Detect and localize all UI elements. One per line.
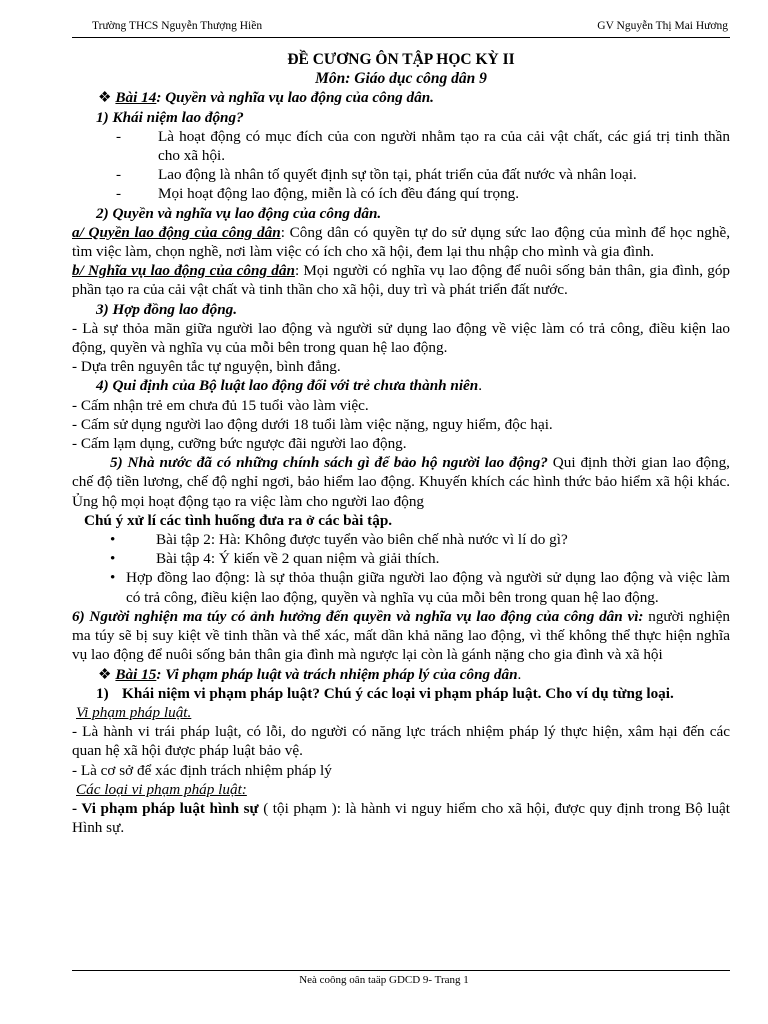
list-item: - Lao động là nhân tố quyết định sự tồn tại, phát triển của đất nước và nhân loại. <box>116 166 637 184</box>
note-heading: Chú ý xử lí các tình huống đưa ra ở các bài tập. <box>84 511 393 529</box>
document-subtitle: Môn: Giáo dục công dân 9 <box>315 70 487 88</box>
violation-types-heading: Các loại vi phạm pháp luật: <box>76 780 247 798</box>
lesson-14-title: : Quyền và nghĩa vụ lao động của công dân. <box>156 89 434 107</box>
diamond-bullet-icon: ❖ <box>98 665 112 683</box>
teacher-name: GV Nguyễn Thị Mai Hương <box>597 20 728 32</box>
section-1-heading: 1) Khái niệm lao động? <box>96 108 244 126</box>
document-body <box>72 50 730 837</box>
violation-heading: Vi phạm pháp luật. <box>76 703 192 721</box>
lesson-15-heading: ❖ Bài 15: Vi phạm pháp luật và trách nhiệm pháp lý của công dân. <box>98 665 522 683</box>
bullet-icon: • <box>110 531 116 549</box>
list-item: - Là sự thỏa mãn giữa người lao động và người sử dụng lao động về việc làm có trả công, điều kiện lao động, quyền và nghĩa vụ của mỗi bên trong quan hệ lao động. <box>72 319 730 357</box>
list-item: - Cấm nhận trẻ em chưa đủ 15 tuổi vào làm việc. <box>72 396 369 414</box>
diamond-bullet-icon: ❖ <box>98 89 112 107</box>
list-item: • Hợp đồng lao động: là sự thỏa thuận giữa người lao động và người sử dụng lao động và việc làm có trả công, điều kiện lao động, quyền và nghĩa vụ của mỗi bên trong quan hệ lao động. <box>106 568 730 606</box>
section-6-paragraph: 6) Người nghiện ma túy có ảnh hưởng đến quyền và nghĩa vụ lao động của công dân vì: người nghiện ma túy sẽ bị suy kiệt về tinh thần và thể xác, mất dần khả năng lao động, vì thế không thể thực hiện nghĩa vụ lao động để nuôi sống bản thân gia đình mà ngược lại còn là gánh nặng cho gia đình và xã hội <box>72 607 730 664</box>
section-5-paragraph: 5) Nhà nước đã có những chính sách gì để bảo hộ người lao động? Qui định thời gian lao động, chế độ tiền lương, chế độ nghỉ ngơi, bảo hiểm lao động. Khuyến khích các hình thức bảo hiểm xã hội khác. Ủng hộ mọi hoạt động tạo ra việc làm cho người lao động <box>72 454 730 510</box>
list-item: - Là hành vi trái pháp luật, có lỗi, do người có năng lực trách nhiệm pháp lý thực hiện, xâm hại đến các quan hệ xã hội được pháp luật bảo vệ. <box>72 723 730 760</box>
list-item: - Mọi hoạt động lao động, miễn là có ích đều đáng quí trọng. <box>116 185 520 203</box>
list-item: - Cấm sử dụng người lao động dưới 18 tuổi làm việc nặng, nguy hiểm, độc hại. <box>72 415 553 433</box>
list-item: • Bài tập 4: Ý kiến về 2 quan niệm và giải thích. <box>106 549 730 568</box>
criminal-violation-paragraph: - Vi phạm pháp luật hình sự ( tội phạm ): là hành vi nguy hiểm cho xã hội, được quy định trong Bộ luật Hình sự. <box>72 799 730 837</box>
list-item: • Bài tập 2: Hà: Không được tuyển vào biên chế nhà nước vì lí do gì? <box>106 530 730 549</box>
lesson-14-heading <box>72 88 730 107</box>
footer-divider <box>72 970 730 971</box>
list-item: - Dựa trên nguyên tắc tự nguyện, bình đẳng. <box>72 358 341 376</box>
lesson-14-label: Bài 14 <box>115 89 157 107</box>
section-3-heading: 3) Hợp đồng lao động. <box>96 300 238 318</box>
section-2-heading: 2) Quyền và nghĩa vụ lao động của công dân. <box>96 204 382 222</box>
list-item: - Là hoạt động có mục đích của con người nhằm tạo ra của cải vật chất, các giá trị tinh thần cho xã hội. <box>116 127 730 165</box>
section-4-heading: 4) Qui định của Bộ luật lao động đối với trẻ chưa thành niên. <box>96 377 483 395</box>
page-footer: Neà coông oân taäp GDCD 9- Trang 1 <box>299 974 469 986</box>
lesson-15-title: : Vi phạm pháp luật và trách nhiệm pháp lý của công dân <box>156 665 518 683</box>
lesson-15-label: Bài 15 <box>115 665 157 683</box>
bullet-icon: • <box>110 550 116 568</box>
labor-rights-paragraph: a/ Quyền lao động của công dân: Công dân có quyền tự do sử dụng sức lao động của mình để học nghề, tìm việc làm, chọn nghề, nơi làm việc có ích cho xã hội, đem lại thu nhập cho mình và gia đình. <box>72 223 730 261</box>
school-name: Trường THCS Nguyễn Thượng Hiền <box>92 20 263 32</box>
bullet-icon: • <box>110 569 116 587</box>
lesson-15-question: 1) Khái niệm vi phạm pháp luật? Chú ý các loại vi phạm pháp luật. Cho ví dụ từng loại. <box>96 684 674 702</box>
document-title: ĐỀ CƯƠNG ÔN TẬP HỌC KỲ II <box>287 51 515 68</box>
list-item: - Cấm lạm dụng, cưỡng bức ngược đãi người lao động. <box>72 435 407 453</box>
page-header <box>72 17 730 38</box>
labor-duties-paragraph: b/ Nghĩa vụ lao động của công dân: Mọi người có nghĩa vụ lao động để nuôi sống bản thân, gia đình, góp phần tạo ra của cải vật chất và tinh thần cho xã hội, duy trì và phát triển đất nước. <box>72 262 731 299</box>
list-item: - Là cơ sở để xác định trách nhiệm pháp lý <box>72 761 332 779</box>
